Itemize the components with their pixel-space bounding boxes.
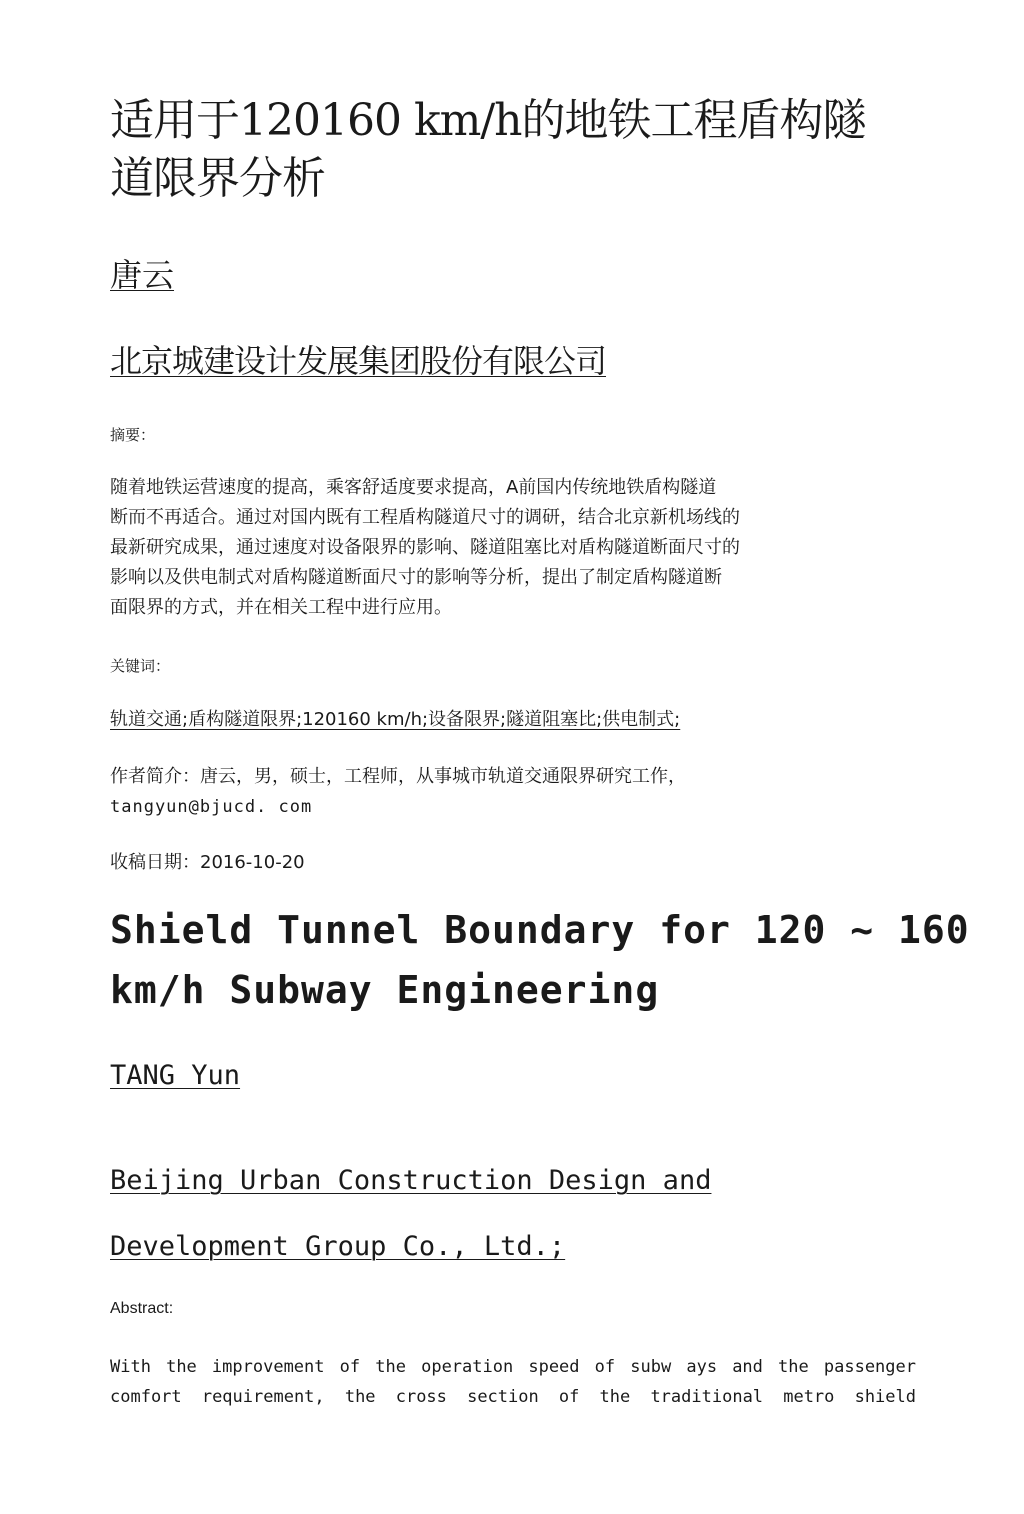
english-author: TANG Yun (110, 1060, 241, 1091)
chinese-title-line-2: 道限界分析 (110, 153, 325, 204)
chinese-abstract-label: 摘要： (110, 426, 156, 444)
english-affiliation-line-2: Development Group Co., Ltd.; (110, 1231, 566, 1262)
chinese-keywords: 轨道交通;盾构隧道限界;120160 km/h;设备限界;隧道阻塞比;供电制式; (110, 709, 681, 730)
chinese-abstract-line: 影响以及供电制式对盾构隧道断面尺寸的影响等分析，提出了制定盾构隧道断 (110, 567, 722, 588)
english-abstract-line: comfort requirement, the cross section of the traditional metro shield (110, 1387, 916, 1407)
received-date: 收稿日期：2016-10-20 (110, 852, 305, 873)
english-abstract-label: Abstract: (110, 1300, 174, 1317)
chinese-affiliation: 北京城建设计发展集团股份有限公司 (110, 342, 607, 380)
chinese-abstract-line: 断而不再适合。通过对国内既有工程盾构隧道尺寸的调研，结合北京新机场线的 (110, 507, 740, 528)
chinese-abstract-line: 随着地铁运营速度的提高，乘客舒适度要求提高，A前国内传统地铁盾构隧道 (110, 477, 717, 498)
english-abstract (110, 1352, 916, 1412)
english-title-line-2: km/h Subway Engineering (110, 968, 660, 1012)
author-bio-line: 作者简介：唐云，男，硕士，工程师，从事城市轨道交通限界研究工作， (110, 766, 686, 787)
english-affiliation (110, 1148, 711, 1280)
chinese-title (110, 92, 910, 208)
english-abstract-line: With the improvement of the operation speed of subw ays and the passenger (110, 1357, 916, 1377)
chinese-title-line-1: 适用于120160 km/h的地铁工程盾构隧 (110, 95, 866, 146)
english-affiliation-line-1: Beijing Urban Construction Design and (110, 1165, 712, 1196)
chinese-abstract (110, 473, 870, 623)
author-email: tangyun@bjucd. com (110, 797, 313, 817)
chinese-author: 唐云 (110, 256, 175, 294)
english-title (110, 900, 970, 1020)
chinese-abstract-line: 最新研究成果，通过速度对设备限界的影响、隧道阻塞比对盾构隧道断面尺寸的 (110, 537, 740, 558)
english-title-line-1: Shield Tunnel Boundary for 120 ~ 160 (110, 908, 970, 952)
chinese-abstract-line: 面限界的方式，并在相关工程中进行应用。 (110, 597, 452, 618)
author-bio (110, 762, 686, 822)
chinese-keywords-label: 关键词： (110, 657, 171, 675)
